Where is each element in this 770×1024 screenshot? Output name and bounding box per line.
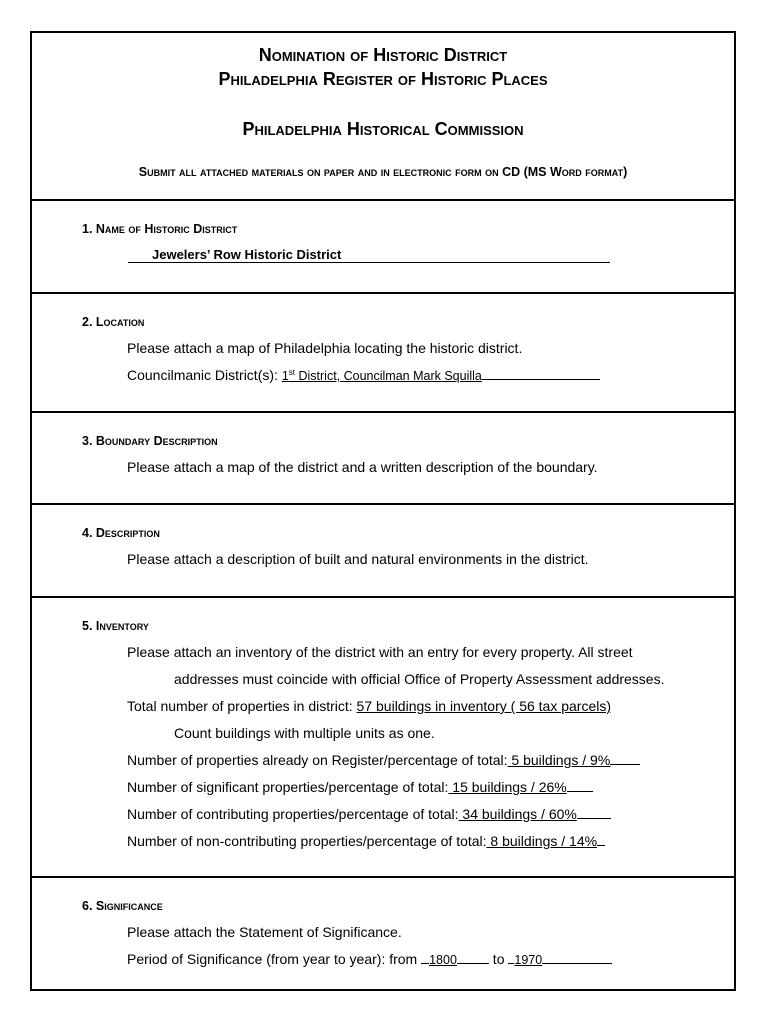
register-value[interactable]: 5 buildings / 9% (507, 752, 611, 768)
blank-line (567, 779, 593, 792)
submit-note: Submit all attached materials on paper and in electronic form on CD (MS Word format) (138, 165, 628, 179)
section-heading-significance: 6. Significance (82, 899, 163, 913)
to-label: to (488, 951, 509, 967)
divider (32, 876, 734, 878)
noncontributing-value[interactable]: 8 buildings / 14% (486, 833, 598, 849)
blank-line (597, 833, 605, 846)
councilmanic-value[interactable] (282, 369, 482, 383)
divider (32, 596, 734, 598)
significant-line (127, 779, 593, 795)
noncontributing-label: Number of non-contributing properties/percentage of total: (127, 833, 487, 849)
divider (32, 411, 734, 413)
boundary-instruction: Please attach a map of the district and a written description of the boundary. (127, 459, 598, 475)
blank-line (421, 951, 429, 964)
blank-line (457, 951, 489, 964)
form-frame (30, 31, 736, 991)
section-heading-description: 4. Description (82, 526, 160, 540)
divider (32, 199, 734, 201)
section-heading-location: 2. Location (82, 315, 145, 329)
register-label: Number of properties already on Register/percentage of total: (127, 752, 508, 768)
total-properties-label: Total number of properties in district: (127, 698, 357, 714)
blank-line (482, 367, 600, 380)
description-instruction: Please attach a description of built and natural environments in the district. (127, 551, 589, 567)
period-label: Period of Significance (from year to year): from (127, 951, 422, 967)
significant-value[interactable]: 15 buildings / 26% (448, 779, 567, 795)
divider (32, 503, 734, 505)
council-sup: st (288, 367, 295, 377)
councilmanic-label: Councilmanic District(s): (127, 367, 282, 383)
to-year-value[interactable]: 1970 (514, 953, 543, 967)
blank-line (610, 752, 640, 765)
location-instruction: Please attach a map of Philadelphia locating the historic district. (127, 340, 523, 356)
count-note: Count buildings with multiple units as one. (174, 725, 435, 741)
title-line-2: Philadelphia Register of Historic Places (218, 69, 548, 89)
register-line (127, 752, 640, 768)
divider (32, 292, 734, 294)
councilmanic-line (127, 367, 600, 383)
contributing-line (127, 806, 611, 822)
section-heading-inventory: 5. Inventory (82, 619, 149, 633)
form-title (32, 43, 734, 91)
section-heading-name: 1. Name of Historic District (82, 222, 238, 236)
contributing-value[interactable]: 34 buildings / 60% (458, 806, 577, 822)
inventory-instruction-1: Please attach an inventory of the district with an entry for every property. All street (127, 644, 633, 660)
inventory-instruction-2: addresses must coincide with official Office of Property Assessment addresses. (174, 671, 665, 687)
district-name-value: Jewelers’ Row Historic District (152, 247, 342, 262)
title-line-1: Nomination of Historic District (258, 45, 508, 65)
significant-label: Number of significant properties/percentage of total: (127, 779, 449, 795)
total-properties-line (127, 698, 611, 714)
commission-name: Philadelphia Historical Commission (242, 119, 524, 139)
section-heading-boundary: 3. Boundary Description (82, 434, 218, 448)
council-value-text: District, Councilman Mark Squilla (295, 369, 482, 383)
blank-line (577, 806, 611, 819)
total-properties-value[interactable]: 57 buildings in inventory ( 56 tax parcels) (356, 698, 612, 714)
district-name-field[interactable] (128, 247, 610, 263)
period-line (127, 951, 612, 967)
noncontributing-line (127, 833, 605, 849)
blank-line (542, 951, 612, 964)
from-year-value[interactable]: 1800 (429, 953, 457, 967)
council-num: 1 (281, 369, 289, 383)
contributing-label: Number of contributing properties/percentage of total: (127, 806, 459, 822)
significance-instruction: Please attach the Statement of Significance. (127, 924, 402, 940)
